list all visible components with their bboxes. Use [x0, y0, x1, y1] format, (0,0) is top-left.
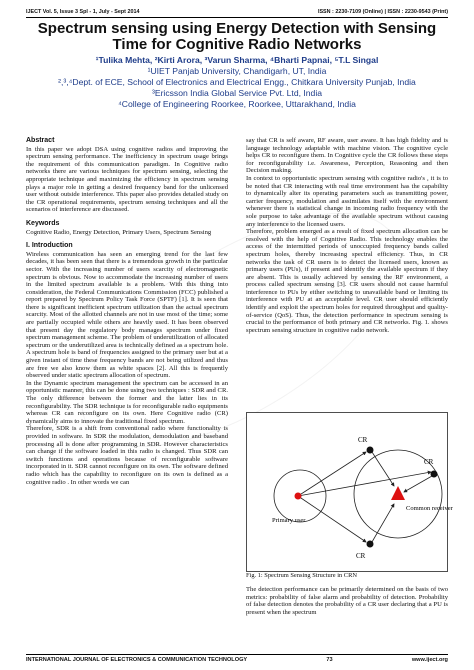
author-block: [26, 55, 448, 110]
affiliation-3: ³Ericsson India Global Service Pvt. Ltd, India: [151, 88, 323, 98]
abstract-heading: Abstract: [26, 137, 55, 144]
figure-spectrum-sensing: [246, 412, 453, 572]
intro-paragraph-1: Wireless communication has seen an emerging trend for the last few decades, it has been seen that there is a tremendous growth in the particular sector. With the increasing number of users scarcity of electromagnetic spectrum is obvious. Now to accommodate the increasing number of users in the limited spectrum available is a problem. With this thing into consideration, the Federal Communications Commission (FCC) published a report prepared by Spectrum Policy Task Force (SPTF) [1]. It is seen that there is significant inefficient spectrum utilization than the actual spectrum scarcity. Most of the allotted channels are not in use most of the time; some are partially occupied while others are heavily used. It has been observed that present day the regulatory body manages spectrum under fixed spectrum management scheme. The problem of underutilization of allocated spectrum or the underutilized area is technically defined as a spectrum hole. A spectrum hole is band of frequencies assigned to the primary user but at a given instant of time these frequency bands are not being utilized and thus are free we also know them as white spaces [2]. All this is frequently observed under static spectrum allocation of spectrum.: [26, 250, 228, 380]
keywords-heading: Keywords: [26, 219, 60, 227]
intro-heading: I. Introduction: [26, 242, 73, 250]
footer-left: INTERNATIONAL JOURNAL OF ELECTRONICS & COMMUNICATION TECHNOLOGY: [26, 657, 248, 663]
affiliation-1: ¹UIET Panjab University, Chandigarh, UT, India: [147, 66, 327, 76]
affiliation-4: ⁴College of Engineering Roorkee, Roorkee, Uttarakhand, India: [118, 99, 356, 109]
cr-node-bottom: [367, 541, 374, 548]
cr-node-top: [367, 447, 374, 454]
header-right: ISSN : 2230-7109 (Online) | ISSN : 2230-9543 (Print): [317, 8, 448, 15]
paper-title: Spectrum sensing using Energy Detection with Sensing Time for Cognitive Radio Networks: [37, 20, 437, 53]
footer-page-number: 73: [326, 657, 333, 663]
right-paragraph-4: The detection performance can be primarily determined on the basis of two metrics: probability of false alarm and probability of detection. Probability of false detection denotes the probability of a CR user declaring that a PU is present when the spectrum: [246, 586, 448, 616]
right-paragraph-2: In context to opportunistic spectrum sensing with cognitive radio's , it is to be noted that CR interacting with real time environment has the capability to dynamically alter its operating parameters such as transmitting power, carrier frequency, modulation and assimilates itself with the environment whenever there is statistical change in incoming radio frequency with the sole purpose to take advantage of the available spectrum without causing any interference to the licensed users.: [246, 174, 448, 228]
right-column: [246, 137, 448, 334]
abstract-text: In this paper we adopt DSA using cognitive radios and improving the spectrum sensing performance. The inefficiency in spectrum usage brings the requirement of this communication paradigm. In Cognitive radio networks there are various techniques for spectrum sensing, selecting the appropriate technique and maximizing the efficiency in spectrum sensing plays a major role in getting a desired frequency band for the unlicensed user without outside interference. This paper also provides detailed study on the CR operational requirements, spectrum sensing techniques and all the scenarios of interference are discussed.: [26, 145, 228, 214]
footer-right: www.iject.org: [411, 657, 448, 663]
affiliation-2: ²,³,⁴Dept. of ECE, School of Electronics and Electrical Engg., Chitkara University Punjab, India: [58, 77, 416, 87]
author-names: ¹Tulika Mehta, ²Kirti Arora, ³Varun Sharma, ⁴Bharti Papnai, ⁵T.L Singal: [95, 55, 379, 65]
figure-diagram: [246, 412, 453, 572]
intro-paragraph-2: In the Dynamic spectrum management the spectrum can be accessed in an opportunistic manner, this can be done using two techniques : SDR and CR. The only difference between the former and the latter lies in its reconfigurability. The SDR technique is for reconfigurable radio equipments whereas CR can reconfigure on its own. Here Cognitive radio (CR) dynamically aims to innovate the traditional fixed spectrum.: [26, 379, 228, 425]
header-left: IJECT Vol. 5, Issue 3 Spl - 1, July - Sept 2014: [26, 8, 140, 15]
primary-user-node: [295, 493, 302, 500]
running-footer: [26, 654, 448, 663]
label-cr-bottom: CR: [356, 552, 366, 560]
right-paragraph-3: Therefore, problem emerged as a result of fixed spectrum allocation can be resolved with the help of Cognitive Radio. This technology enables the access of the intermitted periods of unoccupied frequency bands called spectrum holes, thereby increasing spectral efficiency. Thus, in CR networks the task of CR users is to detect the licensed users, known as primary users (PUs), if present and identify the available spectrum if they are absent. This is usually achieved by sensing the RF environment, a process called spectrum sensing [3]. CR users should not cause harmful interference to PUs by either switching to unavailable band or limiting its interference with PU at an acceptable level. CR user should efficiently identify and exploit the spectrum holes for required throughput and quality-of-service (QoS). Thus, the detection performance in spectrum sensing is crucial to the performance of both primary and CR networks. Fig. 1. shows spectrum sensing structure in cognitive radio network.: [246, 228, 448, 334]
intro-paragraph-3: Therefore, SDR is a shift from conventional radio where functionality is provided in software. In SDR the modulation, demodulation and baseband processing all is done after programming in SDR. However characteristics can change if the software loaded in this radio is changed. Thus SDR can switch functions and operations because of reconfigurable software incorporated in it. SDR cannot reconfigure on its own. The software defined radio which has the capability to reconfigure on its own is defined as a cognitive radio . In other words we can: [26, 425, 228, 486]
right-paragraph-1: say that CR is self aware, RF aware, user aware. It has high fidelity and is language technology adaptable with machine vision. The cognitive cycle helps CR to reconfigure them. In Cognitive cycle the CR follows these steps for reconfigurability i.e. Awareness, Perception, Reasoning and then Decision making.: [246, 137, 448, 175]
left-column: [26, 137, 228, 486]
figure-caption: Fig. 1: Spectrum Sensing Structure in CRN: [246, 572, 357, 579]
label-cr-right: CR: [424, 458, 434, 466]
running-header: [26, 6, 448, 18]
label-cr-top: CR: [358, 436, 368, 444]
label-common-receiver: Common receiver: [406, 505, 453, 512]
label-primary-user: Primary user: [272, 517, 306, 524]
cr-node-right: [431, 471, 438, 478]
keywords-text: Cognitive Radio, Energy Detection, Primary Users, Spectrum Sensing: [26, 228, 212, 236]
